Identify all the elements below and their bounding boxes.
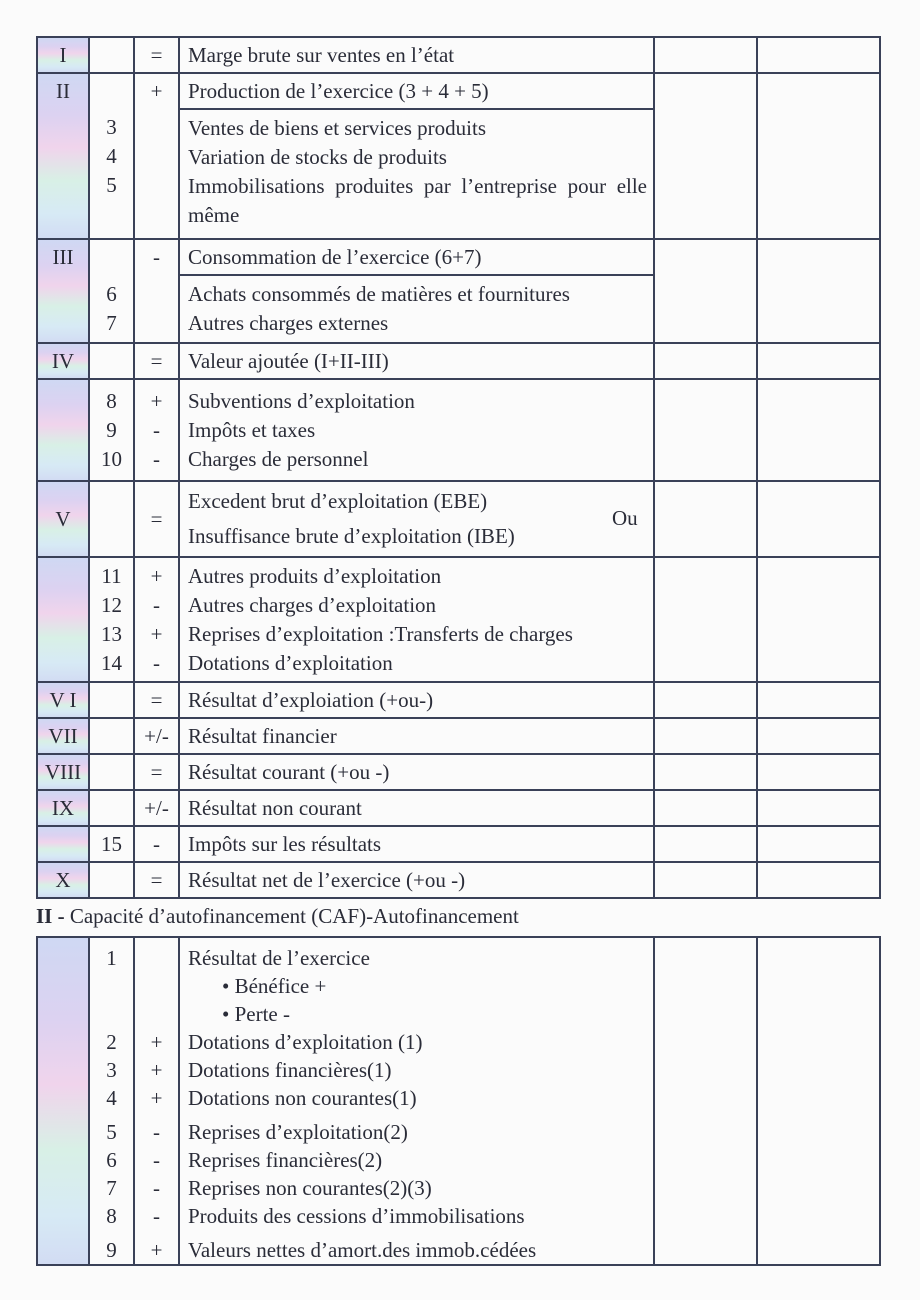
value-cell[interactable]: [654, 73, 757, 239]
operator-list: + + + - - - - +: [134, 937, 179, 1265]
table-row: [37, 379, 880, 481]
value-cell[interactable]: [654, 682, 757, 718]
operator: +/-: [134, 790, 179, 826]
value-cell[interactable]: [654, 557, 757, 682]
operator: =: [134, 481, 179, 557]
operator-list: + - -: [134, 379, 179, 481]
line-number: [89, 754, 134, 790]
roman-numeral: [37, 826, 89, 862]
operator: =: [134, 862, 179, 898]
row-detail-list: Ventes de biens et services produits Variation de stocks de produits Immobilisations produites par l’entreprise pour elle même: [179, 109, 654, 239]
row-label: Consommation de l’exercice (6+7): [179, 239, 654, 275]
table-row: [37, 73, 880, 109]
section-title: Capacité d’autofinancement (CAF)-Autofinancement: [69, 904, 519, 928]
sig-table: [36, 36, 881, 899]
value-cell[interactable]: [757, 862, 880, 898]
operator-list: + - + -: [134, 557, 179, 682]
section-number: II -: [36, 904, 65, 928]
value-cell[interactable]: [654, 481, 757, 557]
value-cell[interactable]: [654, 379, 757, 481]
table-row: [37, 718, 880, 754]
line-number-list: 3 4 5: [89, 73, 134, 239]
line-number: [89, 481, 134, 557]
value-cell[interactable]: [757, 826, 880, 862]
value-cell[interactable]: [757, 718, 880, 754]
roman-numeral: X: [37, 862, 89, 898]
row-label: Production de l’exercice (3 + 4 + 5): [179, 73, 654, 109]
roman-numeral: IX: [37, 790, 89, 826]
roman-numeral: [37, 557, 89, 682]
row-detail-list: Excedent brut d’exploitation (EBE) Insuffisance brute d’exploitation (IBE) Ou: [179, 481, 654, 557]
operator: -: [134, 826, 179, 862]
line-number-list: 1 2 3 4 5 6 7 8 9: [89, 937, 134, 1265]
value-cell[interactable]: [654, 37, 757, 73]
value-cell[interactable]: [757, 379, 880, 481]
value-cell[interactable]: [757, 481, 880, 557]
table-row: [37, 826, 880, 862]
roman-numeral: V I: [37, 682, 89, 718]
row-detail-list: Résultat de l’exercice • Bénéfice + • Perte - Dotations d’exploitation (1) Dotations financières(1) Dotations non courantes(1) Reprises d’exploitation(2) Reprises financières(2) Reprises non courantes(2)(3) Produits des cessions d’immobilisations Valeurs nettes d’amort.des immob.cédées: [179, 937, 654, 1265]
row-detail-list: Autres produits d’exploitation Autres charges d’exploitation Reprises d’exploitation :Transferts de charges Dotations d’exploitation: [179, 557, 654, 682]
roman-numeral: II: [37, 73, 89, 239]
ou-label: Ou: [612, 506, 638, 530]
roman-numeral: [37, 379, 89, 481]
roman-numeral: I: [37, 37, 89, 73]
line-number: [89, 682, 134, 718]
row-label: Valeur ajoutée (I+II-III): [179, 343, 654, 379]
line-number: [89, 790, 134, 826]
operator: =: [134, 682, 179, 718]
roman-numeral: [37, 937, 89, 1265]
roman-numeral: VIII: [37, 754, 89, 790]
operator: +: [134, 73, 179, 239]
row-label: Résultat financier: [179, 718, 654, 754]
caf-table: [36, 936, 881, 1266]
value-cell[interactable]: [757, 790, 880, 826]
operator: +/-: [134, 718, 179, 754]
value-cell[interactable]: [654, 343, 757, 379]
row-detail-list: Achats consommés de matières et fournitures Autres charges externes: [179, 275, 654, 343]
value-cell[interactable]: [654, 754, 757, 790]
table-row: [37, 682, 880, 718]
value-cell[interactable]: [757, 37, 880, 73]
table-row: [37, 557, 880, 682]
value-cell[interactable]: [654, 862, 757, 898]
bullet-benefice: • Bénéfice +: [222, 974, 327, 998]
operator: -: [134, 239, 179, 343]
row-label: Résultat courant (+ou -): [179, 754, 654, 790]
table-row: [37, 754, 880, 790]
roman-numeral: V: [37, 481, 89, 557]
row-label: Marge brute sur ventes en l’état: [179, 37, 654, 73]
value-cell[interactable]: [757, 73, 880, 239]
value-cell[interactable]: [654, 790, 757, 826]
value-cell[interactable]: [654, 239, 757, 343]
value-cell[interactable]: [757, 937, 880, 1265]
table-row: [37, 239, 880, 275]
table-row: [37, 862, 880, 898]
table-row: [37, 481, 880, 557]
value-cell[interactable]: [757, 557, 880, 682]
operator: =: [134, 343, 179, 379]
operator: =: [134, 754, 179, 790]
table-row: [37, 790, 880, 826]
value-cell[interactable]: [654, 937, 757, 1265]
value-cell[interactable]: [757, 682, 880, 718]
caf-section-heading: [36, 902, 519, 930]
value-cell[interactable]: [757, 343, 880, 379]
value-cell[interactable]: [654, 718, 757, 754]
table-row: [37, 937, 880, 1265]
roman-numeral: VII: [37, 718, 89, 754]
line-number-list: 11 12 13 14: [89, 557, 134, 682]
line-number-list: 6 7: [89, 239, 134, 343]
line-number: 15: [89, 826, 134, 862]
row-label: Impôts sur les résultats: [179, 826, 654, 862]
bullet-perte: • Perte -: [222, 1002, 290, 1026]
value-cell[interactable]: [757, 754, 880, 790]
operator: =: [134, 37, 179, 73]
line-number: [89, 718, 134, 754]
row-detail-list: Subventions d’exploitation Impôts et taxes Charges de personnel: [179, 379, 654, 481]
line-number: [89, 862, 134, 898]
line-number: [89, 343, 134, 379]
roman-numeral: III: [37, 239, 89, 343]
table-row: [37, 343, 880, 379]
value-cell[interactable]: [654, 826, 757, 862]
row-label: Résultat net de l’exercice (+ou -): [179, 862, 654, 898]
roman-numeral: IV: [37, 343, 89, 379]
value-cell[interactable]: [757, 239, 880, 343]
line-number: [89, 37, 134, 73]
row-label: Résultat d’exploiation (+ou-): [179, 682, 654, 718]
table-row: [37, 37, 880, 73]
row-label: Résultat non courant: [179, 790, 654, 826]
line-number-list: 8 9 10: [89, 379, 134, 481]
